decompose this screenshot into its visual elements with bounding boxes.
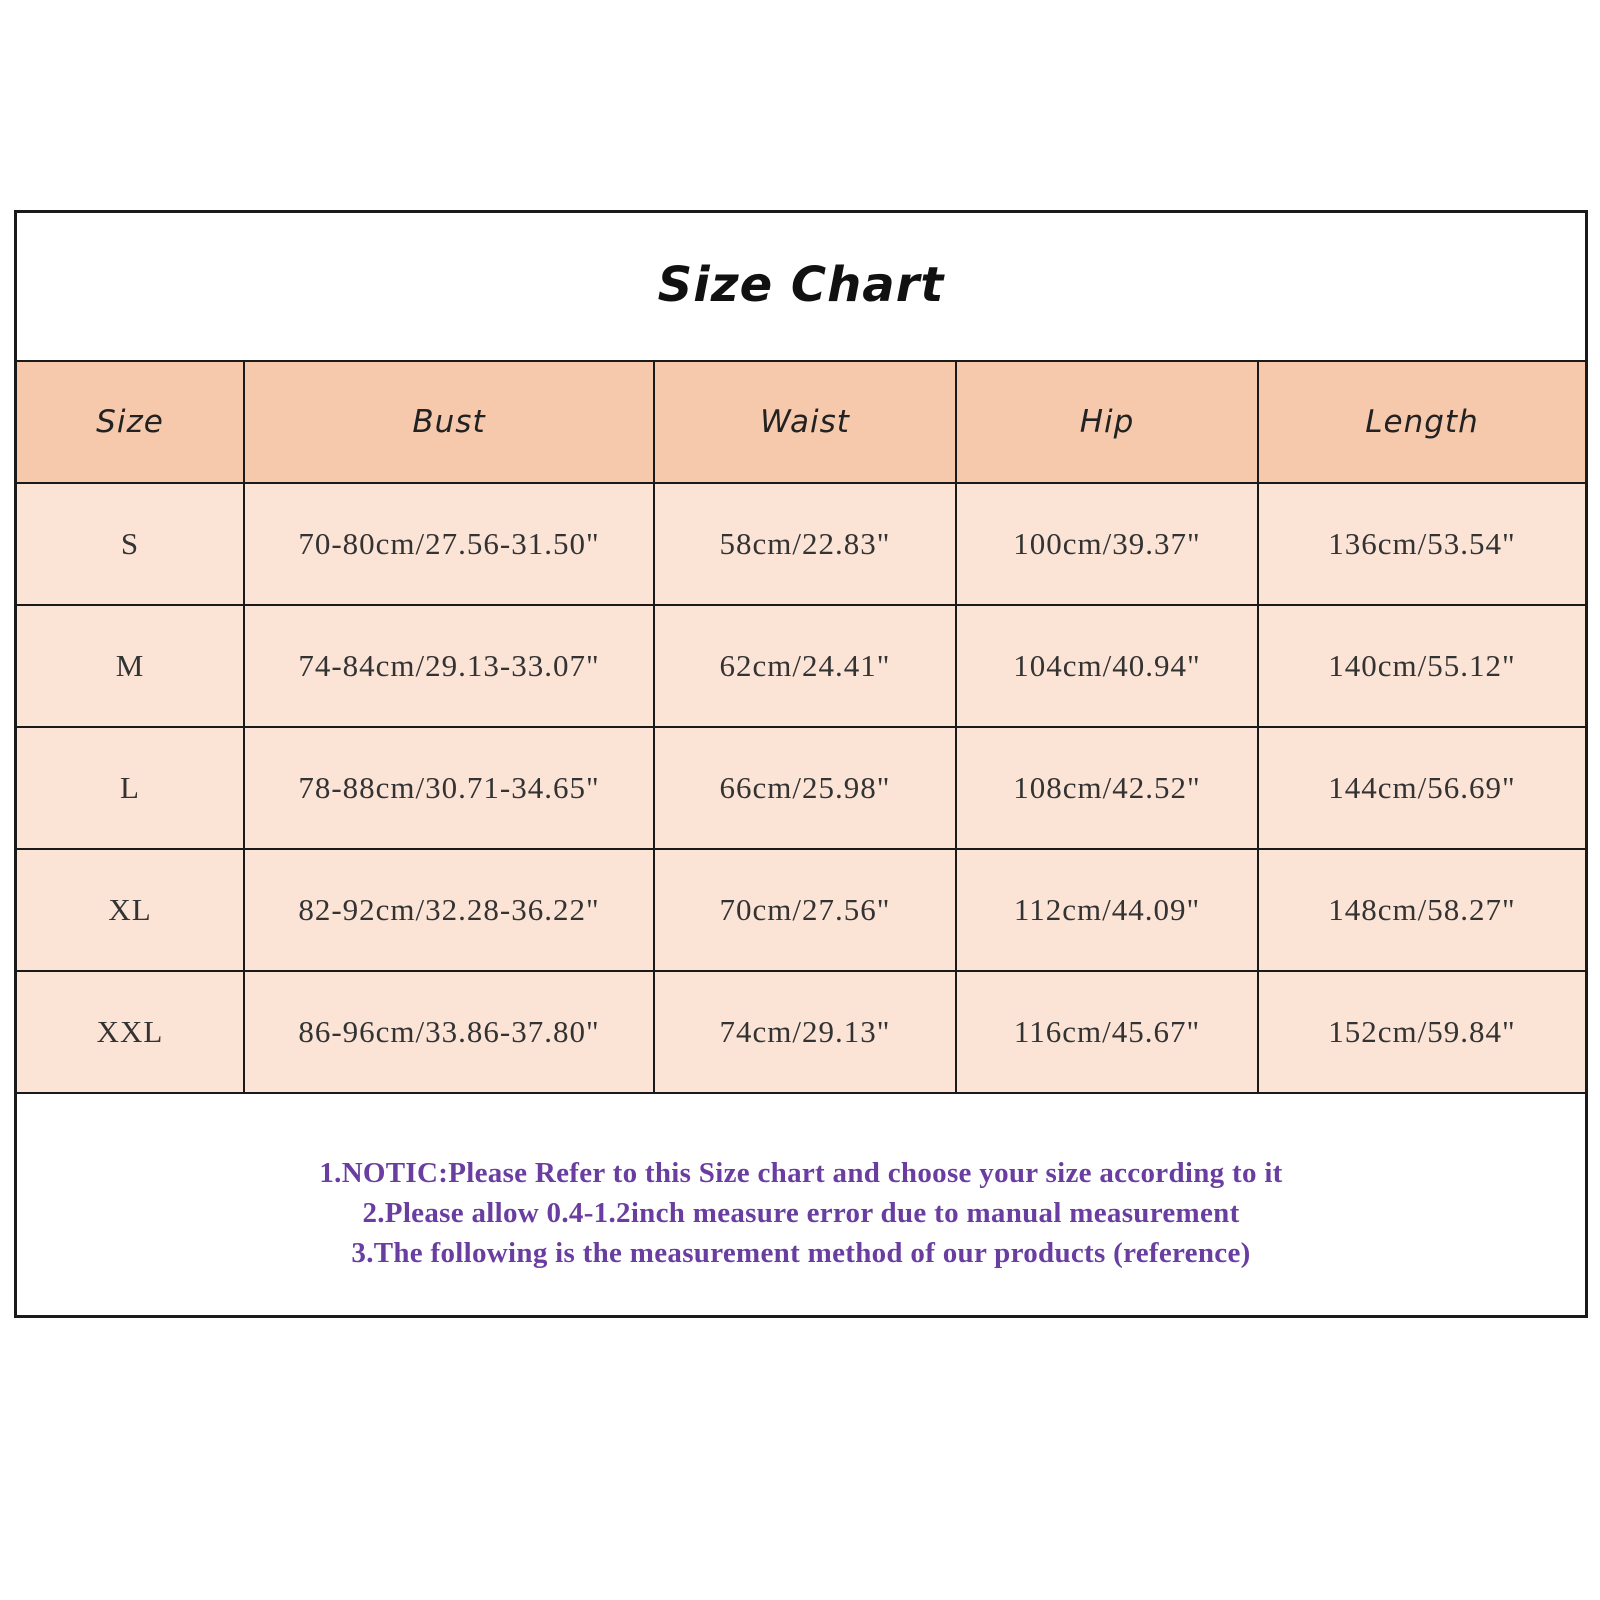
cell-length: 144cm/56.69" (1258, 727, 1585, 849)
table-row (17, 483, 1585, 605)
cell-bust: 86-96cm/33.86-37.80" (244, 971, 654, 1093)
table-header-row (17, 361, 1585, 483)
table-row (17, 727, 1585, 849)
cell-waist: 62cm/24.41" (654, 605, 956, 727)
cell-bust: 70-80cm/27.56-31.50" (244, 483, 654, 605)
cell-waist: 66cm/25.98" (654, 727, 956, 849)
cell-hip: 104cm/40.94" (956, 605, 1258, 727)
table-row (17, 971, 1585, 1093)
cell-length: 148cm/58.27" (1258, 849, 1585, 971)
table-row (17, 849, 1585, 971)
cell-bust: 82-92cm/32.28-36.22" (244, 849, 654, 971)
cell-bust: 78-88cm/30.71-34.65" (244, 727, 654, 849)
cell-hip: 100cm/39.37" (956, 483, 1258, 605)
note-line-2: 2.Please allow 0.4-1.2inch measure error due to manual measurement (362, 1197, 1240, 1229)
header-waist: Waist (654, 361, 956, 483)
cell-length: 152cm/59.84" (1258, 971, 1585, 1093)
size-table (17, 360, 1585, 1094)
cell-size: XXL (17, 971, 244, 1093)
table-row (17, 605, 1585, 727)
cell-size: M (17, 605, 244, 727)
cell-length: 136cm/53.54" (1258, 483, 1585, 605)
cell-waist: 70cm/27.56" (654, 849, 956, 971)
notes-section (17, 1111, 1585, 1315)
header-size: Size (17, 361, 244, 483)
cell-size: L (17, 727, 244, 849)
size-chart-title: Size Chart (657, 256, 945, 313)
note-line-1: 1.NOTIC:Please Refer to this Size chart and choose your size according to it (319, 1157, 1283, 1189)
cell-bust: 74-84cm/29.13-33.07" (244, 605, 654, 727)
cell-hip: 108cm/42.52" (956, 727, 1258, 849)
size-chart-card (14, 210, 1588, 1318)
header-length: Length (1258, 361, 1585, 483)
cell-length: 140cm/55.12" (1258, 605, 1585, 727)
cell-waist: 58cm/22.83" (654, 483, 956, 605)
header-hip: Hip (956, 361, 1258, 483)
cell-size: XL (17, 849, 244, 971)
cell-hip: 112cm/44.09" (956, 849, 1258, 971)
cell-size: S (17, 483, 244, 605)
cell-hip: 116cm/45.67" (956, 971, 1258, 1093)
note-line-3: 3.The following is the measurement method of our products (reference) (351, 1237, 1251, 1269)
header-bust: Bust (244, 361, 654, 483)
cell-waist: 74cm/29.13" (654, 971, 956, 1093)
